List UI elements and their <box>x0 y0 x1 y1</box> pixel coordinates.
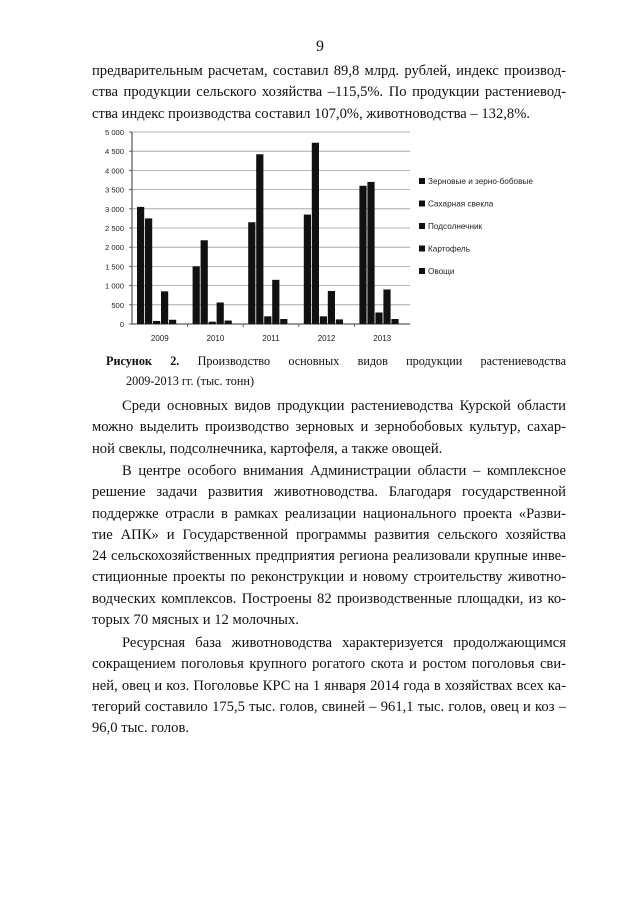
bar <box>145 218 152 324</box>
y-tick-label: 1 000 <box>104 281 124 291</box>
legend-swatch <box>419 178 425 184</box>
bar <box>256 154 263 324</box>
text-line: предварительным расчетам, составил 89,8 млрд. рублей, индекс производ- <box>92 63 566 79</box>
bar <box>225 321 232 324</box>
bar <box>161 291 168 324</box>
bar <box>248 222 255 324</box>
bar <box>367 182 374 324</box>
text-line: ства индекс производства составил 107,0%, животноводства – 132,8%. <box>92 105 531 122</box>
text-line: тие АПК» и Государственной программы развития сельского хозяйства <box>92 526 566 543</box>
paragraph-crop-types <box>92 396 566 460</box>
bar <box>304 215 311 324</box>
bar <box>391 319 398 324</box>
legend-swatch <box>419 246 425 252</box>
bar <box>359 186 366 324</box>
bar <box>137 207 144 324</box>
bar <box>264 316 271 324</box>
text-line: В центре особого внимания Администрации области – комплексное <box>122 463 566 479</box>
y-tick-label: 3 500 <box>104 185 124 195</box>
top-paragraph <box>92 61 566 125</box>
production-chart <box>96 128 566 353</box>
text-line: торых 70 мясных и 12 молочных. <box>92 612 299 629</box>
caption-text-line2: 2009-2013 гг. (тыс. тонн) <box>126 374 255 388</box>
x-tick-label: 2010 <box>206 334 225 343</box>
legend-swatch <box>419 223 425 229</box>
y-tick-label: 500 <box>111 300 124 310</box>
caption-text-line1: Производство основных видов продукции растениеводства <box>197 354 567 368</box>
bar <box>383 289 390 324</box>
y-tick-label: 1 500 <box>104 262 124 272</box>
text-line: ной свеклы, подсолнечника, картофеля, а также овощей. <box>92 440 443 457</box>
text-line: поддержке отрасли в рамках реализации национального проекта «Разви- <box>92 505 566 522</box>
legend-label: Зерновые и зерно-бобовые <box>428 177 533 186</box>
legend-label: Картофель <box>428 244 470 254</box>
y-tick-label: 2 500 <box>104 224 124 233</box>
legend-label: Сахарная свекла <box>428 199 494 209</box>
bar <box>272 280 279 324</box>
y-tick-label: 4 000 <box>104 166 124 176</box>
text-line: тегорий составило 175,5 тыс. голов, свиней – 961,1 тыс. голов, овец и коз – <box>92 698 566 715</box>
x-tick-label: 2012 <box>317 334 336 343</box>
bar <box>153 321 160 324</box>
x-tick-label: 2009 <box>150 334 169 343</box>
legend-swatch <box>419 201 425 207</box>
text-line: решение задачи развития животноводства. Благодаря государственной <box>92 484 566 501</box>
paragraph-livestock-resources <box>92 633 566 739</box>
text-line: ства продукции сельского хозяйства –115,5%. По продукции растениевод- <box>92 84 566 101</box>
text-line: Ресурсная база животноводства характеризуется продолжающимся <box>122 635 566 651</box>
bar <box>328 291 335 324</box>
bar <box>375 312 382 324</box>
bar <box>217 302 224 324</box>
caption-label: Рисунок 2. <box>106 354 180 368</box>
text-line: водческих комплексов. Построены 82 производственные площадки, из ко- <box>92 590 566 607</box>
bar <box>320 316 327 324</box>
text-line: можно выделить производство зерновых и зернобобовых культур, сахар- <box>92 419 566 436</box>
bar <box>312 143 319 324</box>
bar <box>169 320 176 324</box>
bar <box>193 266 200 324</box>
bar <box>336 319 343 324</box>
y-tick-label: 0 <box>119 320 124 329</box>
legend-label: Подсолнечник <box>428 222 483 231</box>
bar <box>280 319 287 324</box>
legend-label: Овощи <box>428 267 455 276</box>
bar <box>201 240 208 324</box>
bar <box>209 322 216 324</box>
text-line: Среди основных видов продукции растениеводства Курской области <box>122 398 566 414</box>
text-line: стиционные проекты по реконструкции и новому строительству животно- <box>92 569 566 586</box>
bar-chart-svg <box>96 128 566 353</box>
legend-swatch <box>419 268 425 274</box>
text-line: ней, овец и коз. Поголовье КРС на 1 января 2014 года в хозяйствах всех ка- <box>92 677 566 694</box>
text-line: сокращением поголовья крупного рогатого скота и ростом поголовья сви- <box>92 656 566 673</box>
text-line: 96,0 тыс. голов. <box>92 720 189 737</box>
paragraph-livestock-development <box>92 461 566 631</box>
y-tick-label: 2 000 <box>104 243 124 253</box>
text-line: 24 сельскохозяйственных предприятия региона реализовали крупные инве- <box>92 548 566 565</box>
y-tick-label: 3 000 <box>104 204 124 214</box>
y-tick-label: 5 000 <box>104 128 124 137</box>
x-tick-label: 2011 <box>262 334 280 343</box>
y-tick-label: 4 500 <box>104 147 124 157</box>
page-number: 9 <box>316 38 324 55</box>
figure-caption <box>106 351 566 391</box>
x-tick-label: 2013 <box>373 334 392 343</box>
